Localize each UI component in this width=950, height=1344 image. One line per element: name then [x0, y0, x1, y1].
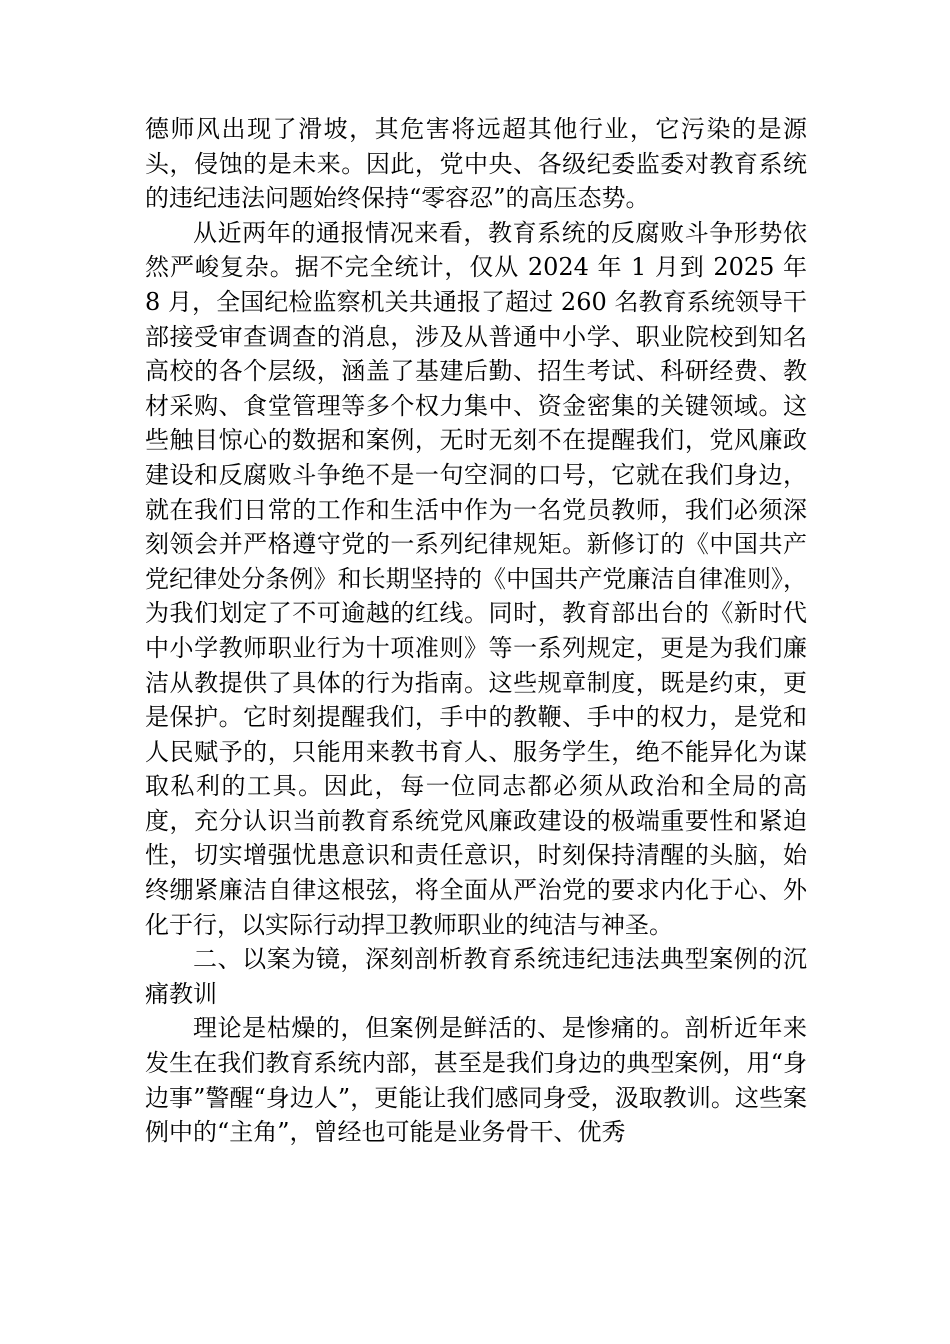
paragraph-continuation: 德师风出现了滑坡，其危害将远超其他行业，它污染的是源头，侵蚀的是未来。因此，党中央、各级纪委监委对教育系统的违纪违法问题始终保持“零容忍”的高压态势。	[145, 115, 807, 213]
section-heading-2: 二、以案为镜，深刻剖析教育系统违纪违法典型案例的沉痛教训	[145, 945, 807, 1008]
paragraph-corruption-situation: 从近两年的通报情况来看，教育系统的反腐败斗争形势依然严峻复杂。据不完全统计，仅从 2024 年 1 月到 2025 年 8 月，全国纪检监察机关共通报了超过 260 名教育系统领导干部接受审查调查的消息，涉及从普通中小学、职业院校到知名高校的各个层级，涵盖了基建后勤、招生考试、科研经费、教材采购、食堂管理等多个权力集中、资金密集的关键领域。这些触目惊心的数据和案例，无时无刻不在提醒我们，党风廉政建设和反腐败斗争绝不是一句空洞的口号，它就在我们身边，就在我们日常的工作和生活中作为一名党员教师，我们必须深刻领会并严格遵守党的一系列纪律规矩。新修订的《中国共产党纪律处分条例》和长期坚持的《中国共产党廉洁自律准则》，为我们划定了不可逾越的红线。同时，教育部出台的《新时代中小学教师职业行为十项准则》等一系列规定，更是为我们廉洁从教提供了具体的行为指南。这些规章制度，既是约束，更是保护。它时刻提醒我们，手中的教鞭、手中的权力，是党和人民赋予的，只能用来教书育人、服务学生，绝不能异化为谋取私利的工具。因此，每一位同志都必须从政治和全局的高度，充分认识当前教育系统党风廉政建设的极端重要性和紧迫性，切实增强忧患意识和责任意识，时刻保持清醒的头脑，始终绷紧廉洁自律这根弦，将全面从严治党的要求内化于心、外化于行，以实际行动捍卫教师职业的纯洁与神圣。	[145, 218, 807, 939]
paragraph-case-analysis: 理论是枯燥的，但案例是鲜活的、是惨痛的。剖析近年来发生在我们教育系统内部，甚至是我们身边的典型案例，用“身边事”警醒“身边人”，更能让我们感同身受，汲取教训。这些案例中的“主角”，曾经也可能是业务骨干、优秀	[145, 1014, 807, 1147]
document-body	[145, 112, 807, 1150]
